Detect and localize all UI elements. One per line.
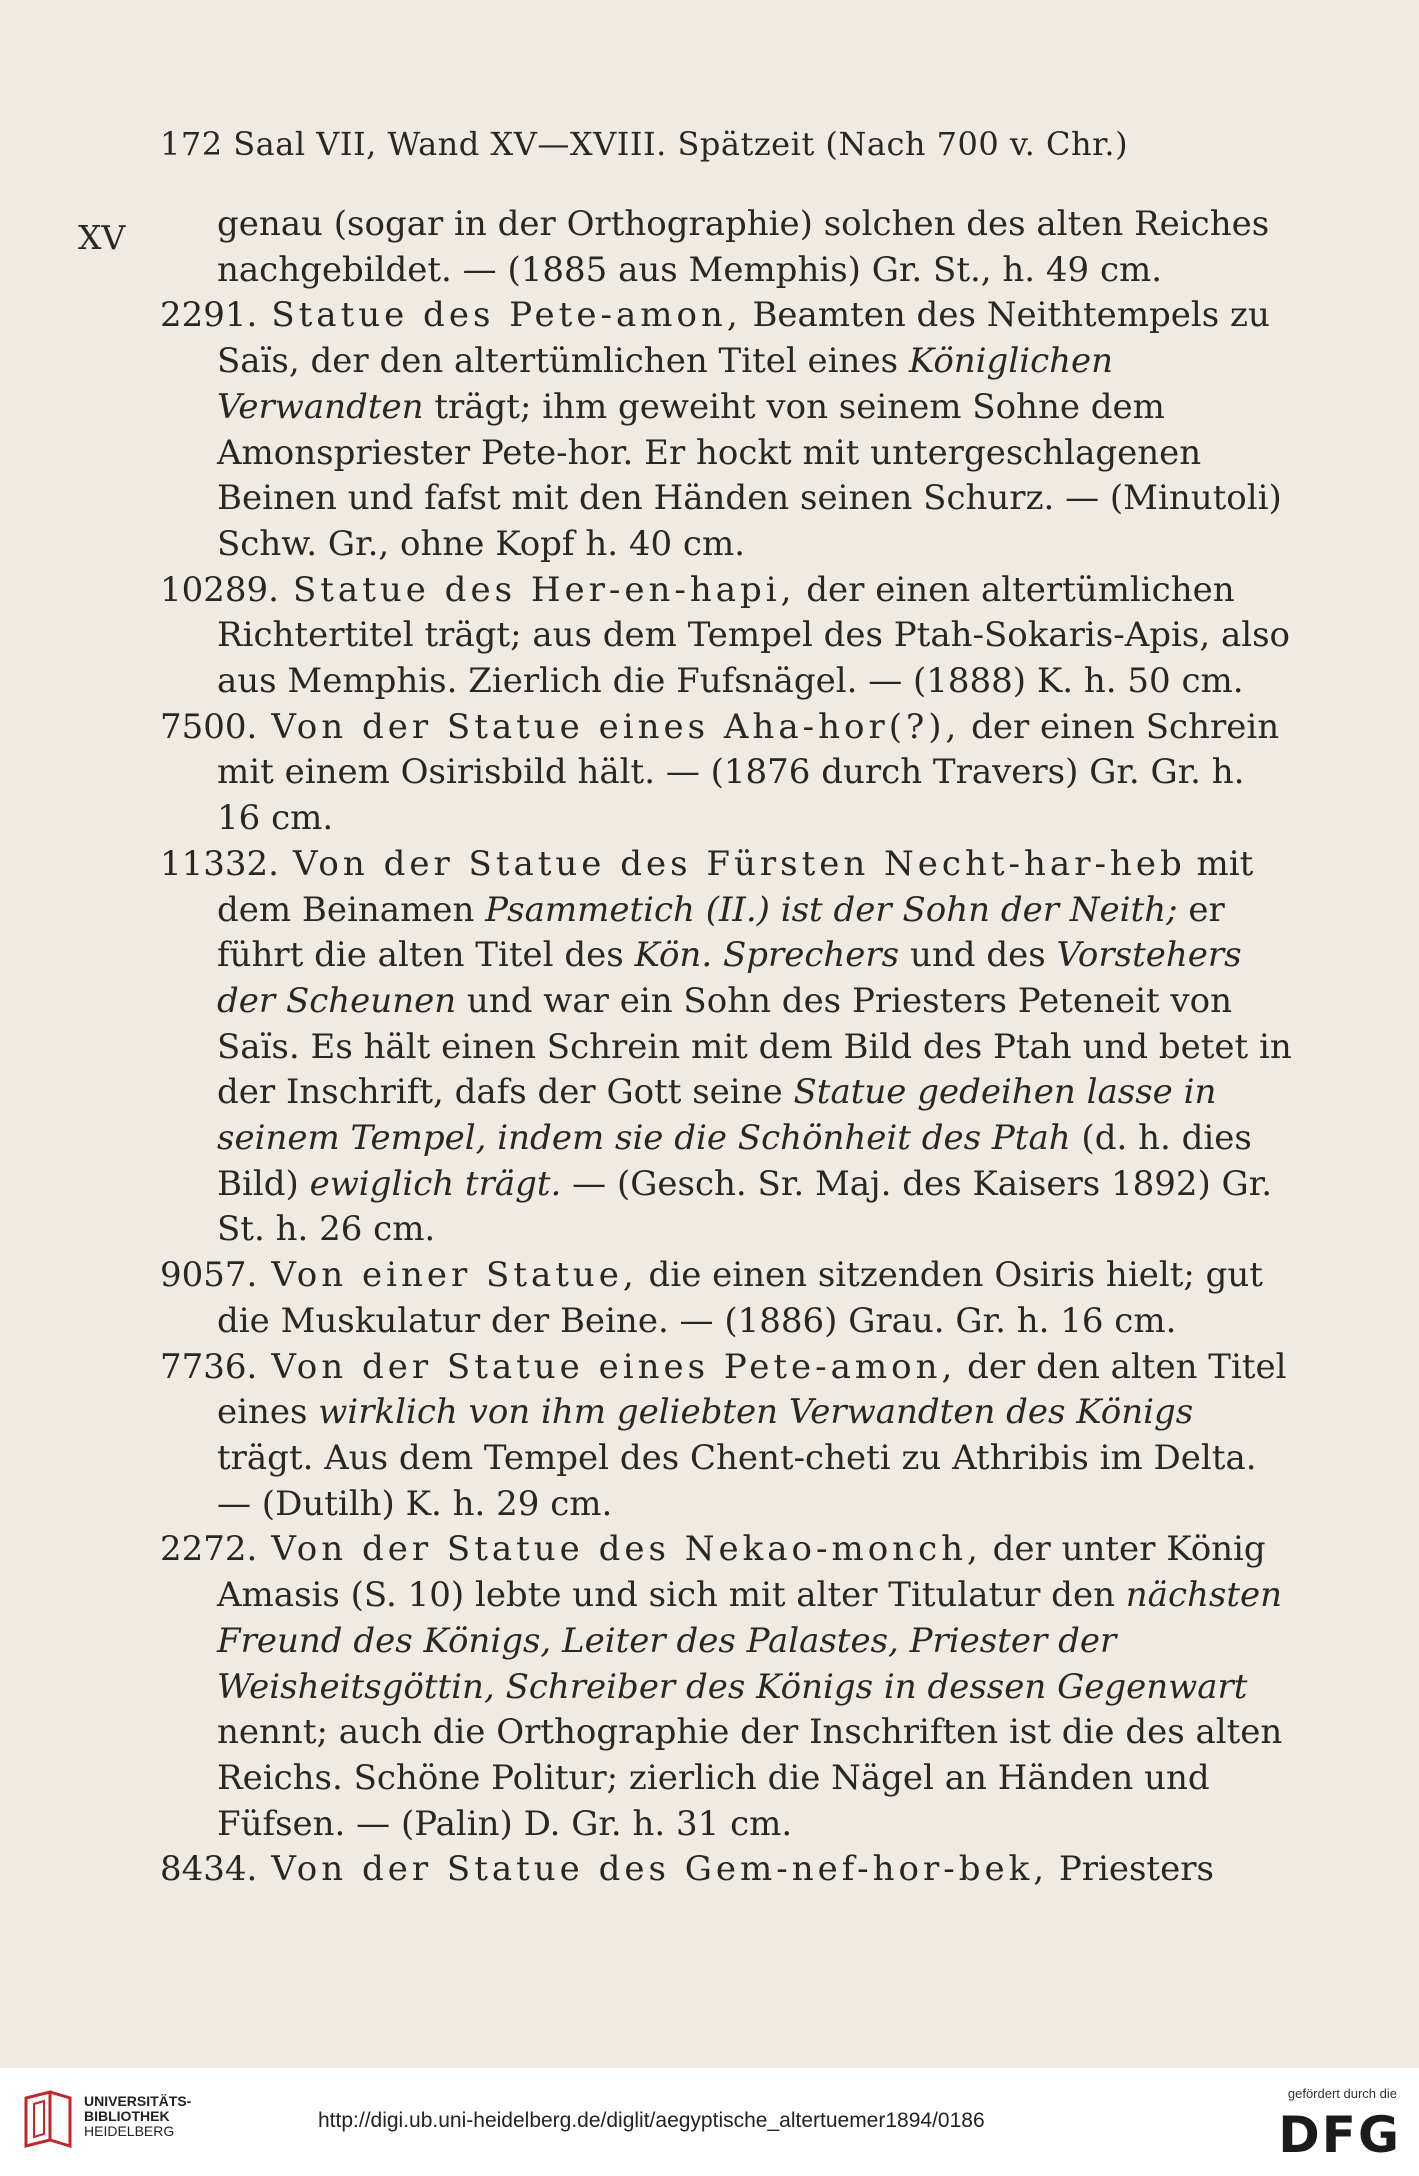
entry-italic: Vorstehers der Scheunen: [217, 935, 1242, 1021]
catalog-entry: [160, 1345, 1295, 1528]
catalog-entry: [160, 1527, 1295, 1847]
running-header: 172 Saal VII, Wand XV—XVIII. Spätzeit (Nach 700 v. Chr.): [160, 125, 1129, 163]
library-line-1: UNIVERSITÄTS-: [84, 2093, 192, 2109]
catalog-entry: [160, 705, 1295, 842]
entry-text: der unter König Amasis (S. 10) lebte und sich mit alter Titulatur den: [217, 1529, 1266, 1616]
entry-text: mit dem Beinamen: [217, 843, 1254, 930]
entry-italic: Kön. Sprechers: [634, 935, 900, 976]
entry-text: Priesters: [1048, 1849, 1214, 1890]
entry-title: Von der Statue des Fürsten Necht-har-heb: [292, 843, 1186, 884]
entry-title: Von der Statue eines Aha-hor(?),: [271, 706, 961, 747]
entry-text: die einen sitzenden Osiris hielt; gut die Muskulatur der Beine. — (1886) Grau. Gr. h. 16 cm.: [217, 1255, 1263, 1341]
entry-italic: Statue gedeihen lasse in seinem Tempel, indem sie die Schönheit des Ptah: [217, 1072, 1217, 1159]
entry-text: trägt. Aus dem Tempel des Chent-cheti zu Athribis im Delta. — (Dutilh) K. h. 29 cm.: [217, 1437, 1257, 1524]
entry-italic: nächsten Freund des Königs, Leiter des Palastes, Priester der Weisheitsgöttin, Schreiber des Königs in dessen Gegenwart: [217, 1575, 1283, 1707]
entry-text: und des: [899, 935, 1057, 976]
entry-title: Von einer Statue,: [271, 1255, 638, 1296]
entry-title: Von der Statue des Gem-nef-hor-bek,: [271, 1849, 1049, 1890]
margin-mark: XV: [78, 218, 126, 257]
entry-text: Beamten des Neithtempels zu Saïs, der den altertümlichen Titel eines: [217, 295, 1270, 382]
university-library-name: [84, 2094, 191, 2139]
entry-title: Von der Statue eines Pete-amon,: [271, 1346, 957, 1387]
entry-number: 10289.: [160, 569, 279, 610]
catalog-entry: [160, 568, 1295, 705]
dfg-logo: DFG: [1278, 2106, 1401, 2164]
entry-text: und war ein Sohn des Priesters Peteneit von Saïs. Es hält einen Schrein mit dem Bild des Ptah und betet in der Inschrift, dafs der Gott seine: [217, 980, 1292, 1113]
entry-number: 7500.: [160, 706, 258, 747]
entry-text: er führt die alten Titel des: [217, 889, 1225, 976]
entry-text: (d. h. dies Bild): [217, 1118, 1252, 1204]
entry-title: Statue des Her-en-hapi,: [292, 569, 796, 610]
entry-italic: Königlichen Verwandten: [217, 341, 1114, 427]
entry-italic: ewiglich trägt.: [309, 1163, 562, 1204]
catalog-entry: [160, 842, 1295, 1253]
entry-number: 9057.: [160, 1255, 258, 1296]
digitization-footer: [0, 2068, 1419, 2176]
entry-text: — (Gesch. Sr. Maj. des Kaisers 1892) Gr. St. h. 26 cm.: [217, 1163, 1273, 1250]
entry-text: trägt; ihm geweiht von seinem Sohne dem Amonspriester Pete-hor. Er hockt mit untergeschlagenen Beinen und fafst mit den Händen seinen Schurz. — (Minutoli) Schw. Gr., ohne Kopf h. 40 cm.: [217, 386, 1282, 564]
catalog-entry: [160, 1253, 1295, 1344]
library-line-2: BIBLIOTHEK: [84, 2108, 170, 2124]
entry-title: Von der Statue des Nekao-monch,: [271, 1529, 982, 1570]
entry-number: 2291.: [160, 295, 258, 336]
entry-number: 2272.: [160, 1529, 258, 1570]
entry-number: 7736.: [160, 1346, 258, 1387]
intro-paragraph: genau (sogar in der Orthographie) solchen des alten Reiches nachgebildet. — (1885 aus Memphis) Gr. St., h. 49 cm.: [217, 204, 1270, 290]
entry-text: nennt; auch die Orthographie der Inschriften ist die des alten Reichs. Schöne Politur; zierlich die Nägel an Händen und Füfsen. — (Palin) D. Gr. h. 31 cm.: [217, 1712, 1283, 1844]
catalog-entry: [160, 1847, 1295, 1893]
catalog-entry: [160, 293, 1295, 567]
entry-number: 11332.: [160, 843, 279, 884]
entry-title: Statue des Pete-amon,: [271, 295, 742, 336]
source-url-link[interactable]: http://digi.ub.uni-heidelberg.de/diglit/aegyptische_altertuemer1894/0186: [318, 2109, 985, 2132]
sponsor-label: gefördert durch die: [1287, 2086, 1397, 2101]
entry-text: der den alten Titel eines: [217, 1346, 1287, 1433]
catalog-entries: [160, 202, 1295, 1893]
entry-italic: Psammetich (II.) ist der Sohn der Neith;: [485, 889, 1178, 930]
university-library-logo-icon: [20, 2090, 76, 2150]
entry-italic: wirklich von ihm geliebten Verwandten des Königs: [318, 1392, 1194, 1433]
entry-text: der einen altertümlichen Richtertitel trägt; aus dem Tempel des Ptah-Sokaris-Apis, also aus Memphis. Zierlich die Fufsnägel. — (1888) K. h. 50 cm.: [217, 569, 1291, 702]
entry-text: der einen Schrein mit einem Osirisbild hält. — (1876 durch Travers) Gr. Gr. h. 16 cm.: [217, 706, 1280, 839]
entry-number: 8434.: [160, 1849, 258, 1890]
library-line-3: HEIDELBERG: [84, 2123, 175, 2139]
